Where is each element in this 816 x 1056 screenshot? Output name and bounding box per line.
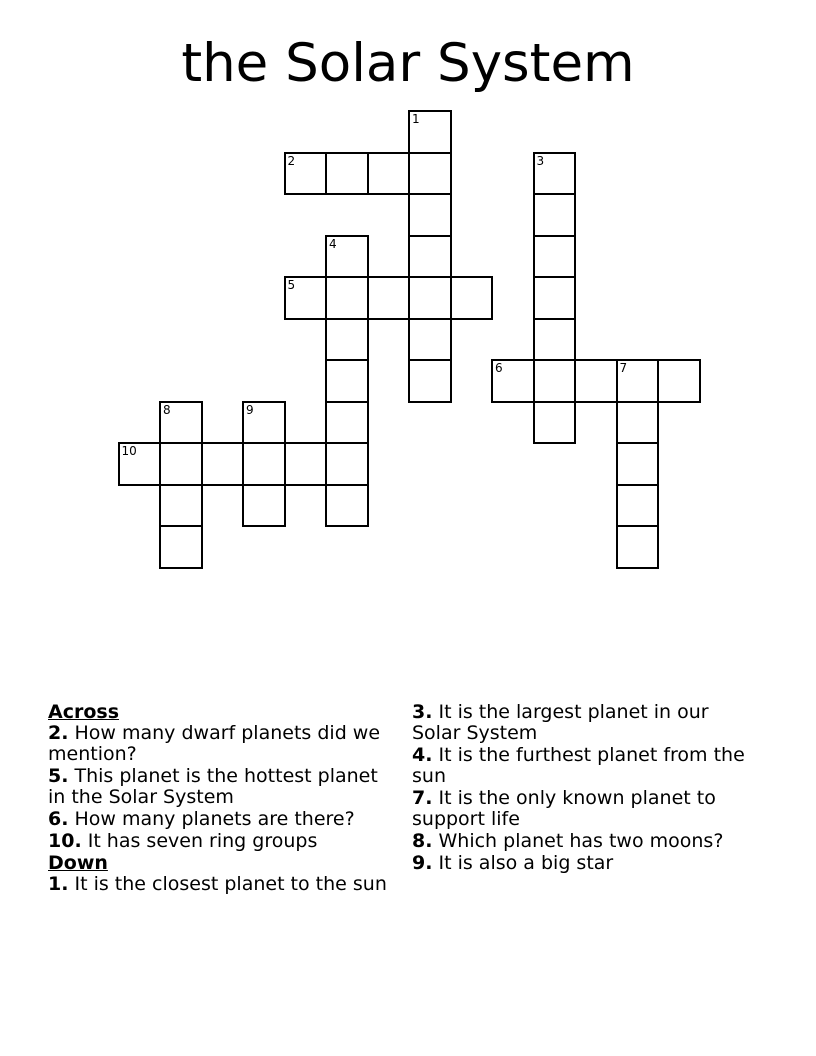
grid-cell[interactable]	[408, 193, 452, 237]
clue-text: How many planets are there?	[74, 808, 355, 830]
cell-number: 7	[619, 361, 628, 375]
grid-cell[interactable]	[325, 442, 369, 486]
clue-number: 5.	[48, 765, 69, 787]
grid-cell[interactable]	[367, 276, 411, 320]
clue-text: Which planet has two moons?	[438, 830, 724, 852]
clue-item	[48, 766, 388, 808]
grid-cell[interactable]	[408, 110, 452, 154]
cell-number: 4	[329, 236, 337, 251]
clue-item	[48, 809, 388, 830]
clue-item	[412, 788, 752, 830]
clue-number: 8.	[412, 830, 433, 852]
grid-cell[interactable]	[533, 359, 577, 403]
grid-cell[interactable]	[159, 484, 203, 528]
page-title: the Solar System	[181, 33, 635, 94]
grid-cell[interactable]	[408, 359, 452, 403]
down-clue-list-left	[48, 874, 388, 895]
grid-cell[interactable]	[533, 401, 577, 445]
grid-cell[interactable]	[616, 484, 660, 528]
across-heading: Across	[48, 701, 120, 723]
clue-item	[48, 723, 388, 765]
grid-cell[interactable]	[325, 401, 369, 445]
clue-text: It has seven ring groups	[87, 830, 318, 852]
clue-number: 2.	[48, 722, 69, 744]
cell-number: 1	[412, 112, 420, 126]
clue-text: It is the closest planet to the sun	[74, 873, 387, 895]
grid-cell[interactable]	[533, 193, 577, 237]
grid-cell[interactable]	[325, 318, 369, 362]
clues-right-column	[412, 702, 752, 875]
clue-item	[412, 853, 752, 874]
across-clue-list	[48, 723, 388, 852]
grid-cell[interactable]	[533, 318, 577, 362]
clue-item	[412, 745, 752, 787]
grid-cell[interactable]	[325, 235, 369, 279]
grid-cell[interactable]	[325, 152, 369, 196]
grid-cell[interactable]	[367, 152, 411, 196]
clues-left-column	[48, 702, 388, 896]
clue-text: It is the largest planet in our Solar System	[412, 701, 709, 744]
down-heading: Down	[48, 852, 108, 874]
grid-cell[interactable]	[533, 152, 577, 196]
grid-cell[interactable]	[408, 235, 452, 279]
clue-text: It is the furthest planet from the sun	[412, 744, 745, 787]
grid-cell[interactable]	[325, 484, 369, 528]
clue-number: 4.	[412, 744, 433, 766]
cell-number: 2	[287, 153, 296, 168]
grid-cell[interactable]	[284, 152, 328, 196]
grid-cell[interactable]	[491, 359, 535, 403]
clue-item	[412, 831, 752, 852]
clue-item	[48, 874, 388, 895]
grid-cell[interactable]	[242, 442, 286, 486]
clue-number: 9.	[412, 852, 433, 874]
cell-number: 10	[121, 444, 137, 458]
grid-cell[interactable]	[159, 401, 203, 445]
grid-cell[interactable]	[325, 359, 369, 403]
clue-number: 7.	[412, 787, 433, 809]
grid-cell[interactable]	[284, 276, 328, 320]
grid-cell[interactable]	[616, 525, 660, 569]
grid-cell[interactable]	[408, 152, 452, 196]
grid-cell[interactable]	[159, 525, 203, 569]
grid-cell[interactable]	[616, 359, 660, 403]
clue-number: 6.	[48, 808, 69, 830]
grid-cell[interactable]	[533, 276, 577, 320]
clue-item	[412, 702, 752, 744]
grid-cell[interactable]	[242, 484, 286, 528]
clue-text: This planet is the hottest planet in the Solar System	[48, 765, 378, 808]
grid-cell[interactable]	[616, 442, 660, 486]
clue-number: 3.	[412, 701, 433, 723]
clue-text: It is also a big star	[438, 852, 614, 874]
clue-text: It is the only known planet to support life	[412, 787, 716, 830]
grid-cell[interactable]	[242, 401, 286, 445]
clue-text: How many dwarf planets did we mention?	[48, 722, 381, 765]
grid-cell[interactable]	[408, 276, 452, 320]
clue-number: 1.	[48, 873, 69, 895]
grid-cell[interactable]	[284, 442, 328, 486]
down-clue-list-right	[412, 702, 752, 874]
grid-cell[interactable]	[657, 359, 701, 403]
clue-item	[48, 831, 388, 852]
cell-number: 3	[536, 153, 545, 168]
cell-number: 8	[163, 402, 171, 417]
grid-cell[interactable]	[159, 442, 203, 486]
grid-cell[interactable]	[616, 401, 660, 445]
grid-cell[interactable]	[325, 276, 369, 320]
grid-cell[interactable]	[450, 276, 494, 320]
grid-cell[interactable]	[574, 359, 618, 403]
cell-number: 9	[246, 402, 254, 417]
grid-cell[interactable]	[201, 442, 245, 486]
clue-number: 10.	[48, 830, 82, 852]
grid-cell[interactable]	[118, 442, 162, 486]
grid-cell[interactable]	[408, 318, 452, 362]
cell-number: 5	[287, 278, 296, 292]
cell-number: 6	[495, 361, 503, 375]
grid-cell[interactable]	[533, 235, 577, 279]
